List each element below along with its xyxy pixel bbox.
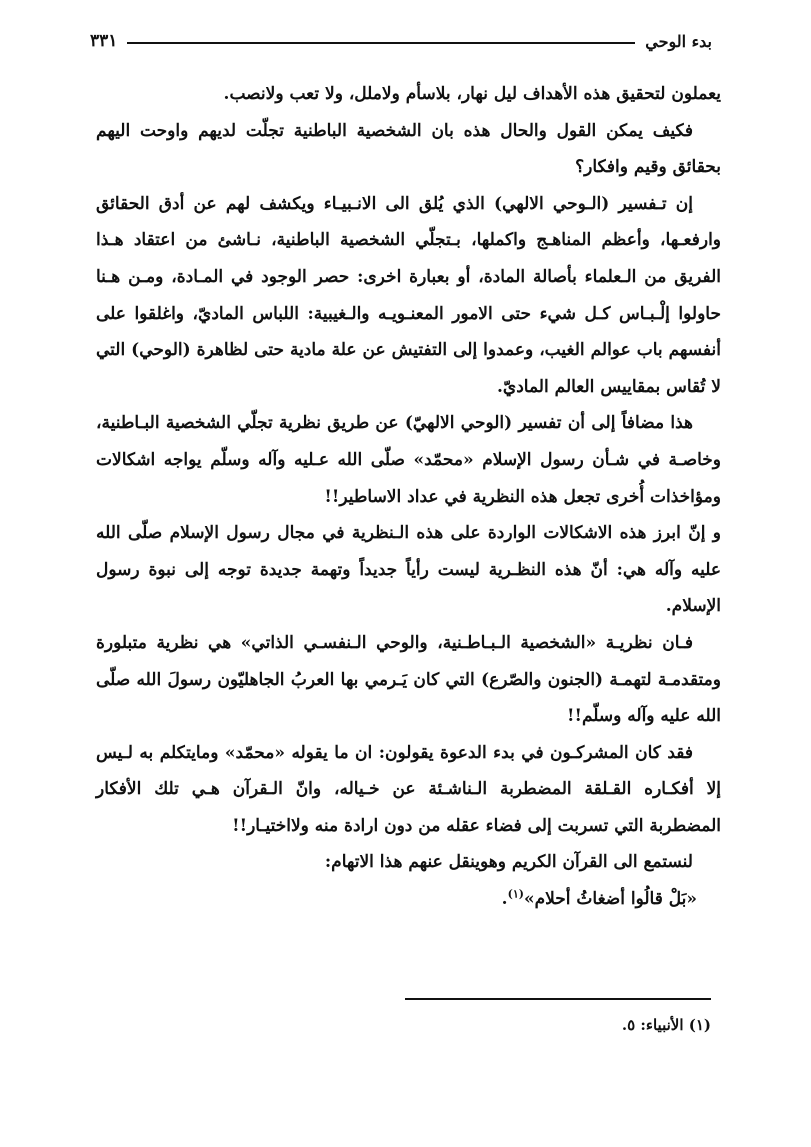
footnote-rule xyxy=(405,998,711,1000)
paragraph: فـان نظريـة «الشخصية الـبـاطـنية، والوحي الـنفسـي الذاتي» هي نظرية متبلورة ومتقدمـة لتهمـة (الجنون والصّرع) التي كان يَـرمي بها العربُ الجاهليّون رسولَ الله صلّى الله عليه وآله وسلّم!! xyxy=(96,632,721,727)
paragraph: إن تـفسير (الـوحي الالهي) الذي يُلق الى الانـبيـاء ويكشف لهم عن أدق الحقائق وارفعـها، وأعظم المناهـج واكملها، بـتجلّي الشخصية الباطنية، نـاشئ من اعتقاد هـذا الفريق من الـعلماء بأصالة المادة، أو بعبارة اخرى: حصر الوجود في المـادة، ومـن هـنا حاولوا إلْـبـاس كـل شيء حتى الامور المعنـويـه والـغيبية: اللباس الماديّ، واغلقوا على أنفسهم باب عوالم الغيب، وعمدوا إلى التفتيش عن علة مادية حتى لظاهرة (الوحي) التي لا تُقاس بمقاييس العالم الماديّ. xyxy=(96,193,721,397)
paragraph: و إنّ ابرز هذه الاشكالات الواردة على هذه الـنظرية في مجال رسول الإسلام صلّى الله عليه وآله هي: أنّ هذه النظـرية ليست رأياً جديداً وتهمة جديدة توجه إلى نبوة رسول الإسلام. xyxy=(96,523,721,617)
running-title: بدء الوحي xyxy=(645,31,712,51)
header-rule xyxy=(127,42,635,44)
main-text xyxy=(96,76,721,918)
paragraph: لنستمع الى القرآن الكريم وهوينقل عنهم هذا الاتهام: xyxy=(324,852,693,873)
page-header xyxy=(90,28,712,54)
paragraph: فكيف يمكن القول والحال هذه بان الشخصية الباطنية تجلّت لديهم واوحت اليهم بحقائق وقيم وافكار؟ xyxy=(96,120,721,178)
paragraph: هذا مضافاً إلى أن تفسير (الوحي الالهيّ) عن طريق نظرية تجلّي الشخصية البـاطنية، وخاصـة في شـأن رسول الإسلام «محمّد» صلّى الله عـليه وآله وسلّم يواجه اشكالات ومؤاخذات أُخرى تجعل هذه النظرية في عداد الاساطير!! xyxy=(96,413,721,507)
footnote: (١) الأنبياء: ٥. xyxy=(621,1016,711,1034)
page-number: ٣٣١ xyxy=(90,31,118,51)
quote-text: «بَلْ قالُوا أضغاثُ أحلام» xyxy=(523,889,697,910)
quran-quote: «بَلْ قالُوا أضغاثُ أحلام»$^{(١)}$. xyxy=(501,887,697,910)
footnote-marker: (١) xyxy=(507,887,524,901)
paragraph: يعملون لتحقيق هذه الأهداف ليل نهار، بلاسأم ولاملل، ولا تعب ولانصب. xyxy=(223,84,721,104)
paragraph: فقد كان المشركـون في بدء الدعوة يقولون: ان ما يقوله «محمّد» ومايتكلم به لـيس إلا أفكـاره القـلقة المضطربة الـناشـئة عن خـياله، وانّ الـقرآن هـي تلك الأفكار المضطربة التي تسربت إلى فضاء عقله من دون ارادة منه ولااختيـار!! xyxy=(96,742,721,836)
